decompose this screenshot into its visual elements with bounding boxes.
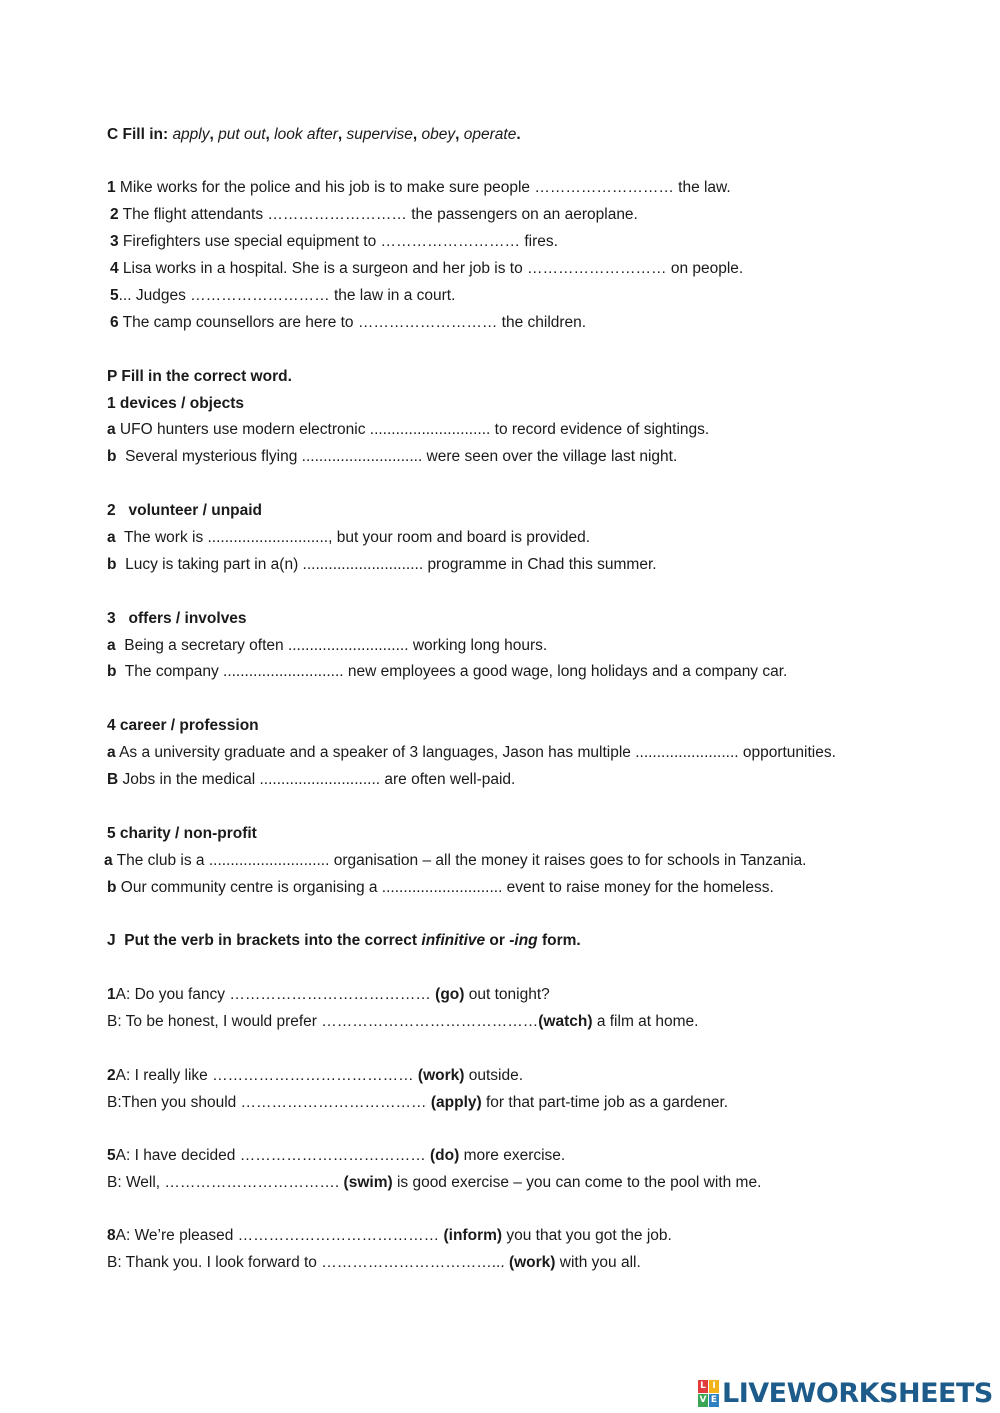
j-item-1-a: 1A: Do you fancy ………………………………… (go) out tonight? — [107, 986, 550, 1003]
c-item-2: 2 The flight attendants ……………………… the passengers on an aeroplane. — [110, 206, 638, 223]
p-group-3-title: 3 offers / involves — [107, 610, 247, 627]
p-group-5-b: b Our community centre is organising a ............................ event to raise money for the homeless. — [107, 879, 774, 896]
section-c-heading: C Fill in: apply, put out, look after, supervise, obey, operate. — [107, 126, 521, 143]
c-item-6: 6 The camp counsellors are here to ……………………… the children. — [110, 314, 587, 331]
p-group-3-b: b The company ............................ new employees a good wage, long holidays and a company car. — [107, 663, 788, 680]
p-group-3-a: a Being a secretary often ............................ working long hours. — [107, 637, 548, 654]
j-item-5-a: 5A: I have decided ……………………………… (do) more exercise. — [107, 1147, 566, 1164]
p-group-5-title: 5 charity / non-profit — [107, 825, 257, 842]
p-group-2-a: a The work is ............................, but your room and board is provided. — [107, 529, 591, 546]
liveworksheets-logo-text: LIVEWORKSHEETS — [722, 1377, 993, 1409]
p-group-4-title: 4 career / profession — [107, 717, 259, 734]
j-item-8-a: 8A: We’re pleased ………………………………… (inform) you that you got the job. — [107, 1227, 672, 1244]
p-group-2-title: 2 volunteer / unpaid — [107, 502, 263, 519]
p-group-1-b: b Several mysterious flying ............................ were seen over the village last night. — [107, 448, 678, 465]
j-item-2-a: 2A: I really like ………………………………… (work) outside. — [107, 1067, 524, 1084]
j-item-2-b: B:Then you should ……………………………… (apply) for that part-time job as a gardener. — [107, 1094, 729, 1111]
c-item-5: 5... Judges ……………………… the law in a court. — [110, 287, 456, 304]
j-item-8-b: B: Thank you. I look forward to ……………………………... (work) with you all. — [107, 1254, 641, 1271]
p-group-2-b: b Lucy is taking part in a(n) ............................ programme in Chad this summer. — [107, 556, 657, 573]
p-group-1-title: 1 devices / objects — [107, 395, 244, 412]
p-group-5-a: a The club is a ............................ organisation – all the money it raises goes to for schools in Tanzania. — [104, 852, 807, 869]
c-item-3: 3 Firefighters use special equipment to ……………………… fires. — [110, 233, 558, 250]
liveworksheets-logo-icon: L I V E — [699, 1380, 718, 1405]
p-group-1-a: a UFO hunters use modern electronic ............................ to record evidence of sightings. — [107, 421, 710, 438]
p-group-4-b: B Jobs in the medical ............................ are often well-paid. — [107, 771, 516, 788]
c-item-1: 1 Mike works for the police and his job is to make sure people ……………………… the law. — [107, 179, 731, 196]
c-item-4: 4 Lisa works in a hospital. She is a surgeon and her job is to ……………………… on people. — [110, 260, 744, 277]
p-group-4-a: a As a university graduate and a speaker of 3 languages, Jason has multiple ........................ opportunities. — [107, 744, 836, 761]
section-p-heading: P Fill in the correct word. — [107, 368, 292, 385]
section-j-heading: J Put the verb in brackets into the correct infinitive or -ing form. — [107, 932, 581, 949]
liveworksheets-logo — [698, 1378, 993, 1408]
j-item-1-b: B: To be honest, I would prefer ……………………………………(watch) a film at home. — [107, 1013, 699, 1030]
j-item-5-b: B: Well, ……………………………. (swim) is good exercise – you can come to the pool with me. — [107, 1174, 762, 1191]
